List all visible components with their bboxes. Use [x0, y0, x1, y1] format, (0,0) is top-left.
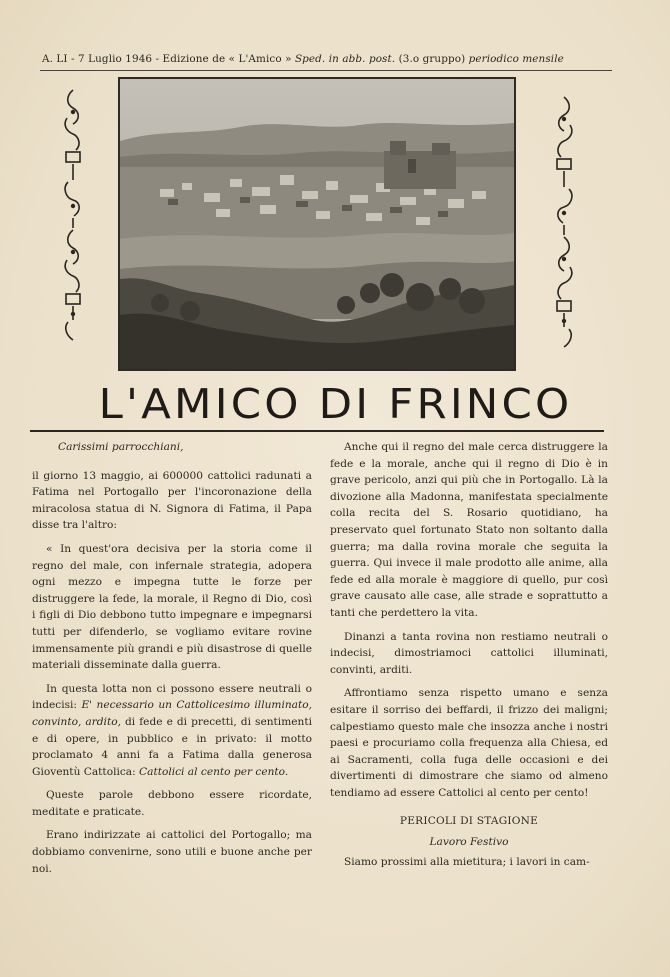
left-ornament-icon [58, 88, 88, 343]
text-run: di fede e di precetti, di sentimenti e di opere, in pubblico e in privato: il motto proclamato 4 anni fa a Fatima dalla generosa Gioventù Cattolica: [32, 715, 312, 778]
paragraph: Dinanzi a tanta rovina non restiamo neutrali o indecisi, dimostriamoci cattolici illuminati, convinti, arditi. [330, 630, 608, 676]
left-column [32, 439, 312, 884]
masthead-title: L'AMICO DI FRINCO [98, 380, 573, 428]
italic-run: Cattolici al cento per cento. [139, 765, 289, 778]
section-title: PERICOLI DI STAGIONE [399, 815, 539, 828]
paragraph: Erano indirizzate ai cattolici del Portogallo; ma dobbiamo convenirne, sono utili e buone anche per noi. [32, 829, 312, 875]
paragraph: Queste parole debbono essere ricordate, meditate e praticate. [32, 789, 312, 818]
italic-run: E' necessario un Cattolicesimo illuminato, convinto, ardito, [32, 699, 312, 728]
paragraph: il giorno 13 maggio, ai 600000 cattolici radunati a Fatima nel Portogallo per l'incoronazione della miracolosa statua di N. Signora di Fatima, il Papa disse tra l'altro: [32, 469, 312, 532]
paragraph: Anche qui il regno del male cerca distruggere la fede e la morale, anche qui il regno di Dio è in grave pericolo, anzi qui più che in Portogallo. Là la divozione alla Madonna, manifestata specialmente colla recita del S. Rosario quotidiano, ha preservato quel fortunato Stato non soltanto dalla guerra; ma dalla rovina morale che seguita la guerra. Qui invece il male prodotto alle anime, alla fede ed alla morale è maggiore di quello, pur così grave causato alle case, alle strade e soprattutto a tanti che perdettero la vita. [330, 441, 608, 619]
right-ornament-icon [549, 95, 579, 350]
paragraph: Siamo prossimi alla mietitura; i lavori in cam- [344, 855, 590, 868]
paragraph: Affrontiamo senza rispetto umano e senza esitare il sorriso dei beffardi, il frizzo dei maligni; calpestiamo questo male che insozza anche i nostri paesi e procuriamo colla frequenza alla Chiesa, ed ai Sacramenti, colla fuga delle occasioni e dei divertimenti di dimostrare che siamo od almeno tendiamo ad essere Cattolici al cento per cento! [330, 687, 608, 799]
section-subtitle: Lavoro Festivo [429, 836, 509, 849]
paragraph [32, 681, 312, 781]
text-run: In questa lotta non ci possono essere neutrali o indecisi: [32, 682, 312, 712]
postal-info: Sped. in abb. post. [294, 53, 396, 65]
masthead-rule [30, 430, 604, 432]
header-rule [40, 70, 612, 71]
greeting: Carissimi parrocchiani, [58, 441, 184, 453]
issue-header [42, 53, 622, 65]
right-column [330, 439, 608, 877]
issue-info: A. LI - 7 Luglio 1946 - Edizione de « L'Amico » [42, 53, 292, 65]
pope-quote: « In quest'ora decisiva per la storia come il regno del male, con infernale strategia, adopera ogni mezzo e impegna tutte le forze per distruggere la fede, la morale, il Regno di Dio, così i figli di Dio debbono tutto impegnare e impegnarsi tutti per difenderlo, se vogliamo evitare rovine immensamente più grandi e più disastrose di quelle materiali disseminate dalla guerra. [32, 542, 312, 672]
town-panorama-image [118, 77, 516, 371]
frequency: periodico mensile [468, 53, 564, 65]
postal-group: (3.o gruppo) [398, 53, 466, 65]
